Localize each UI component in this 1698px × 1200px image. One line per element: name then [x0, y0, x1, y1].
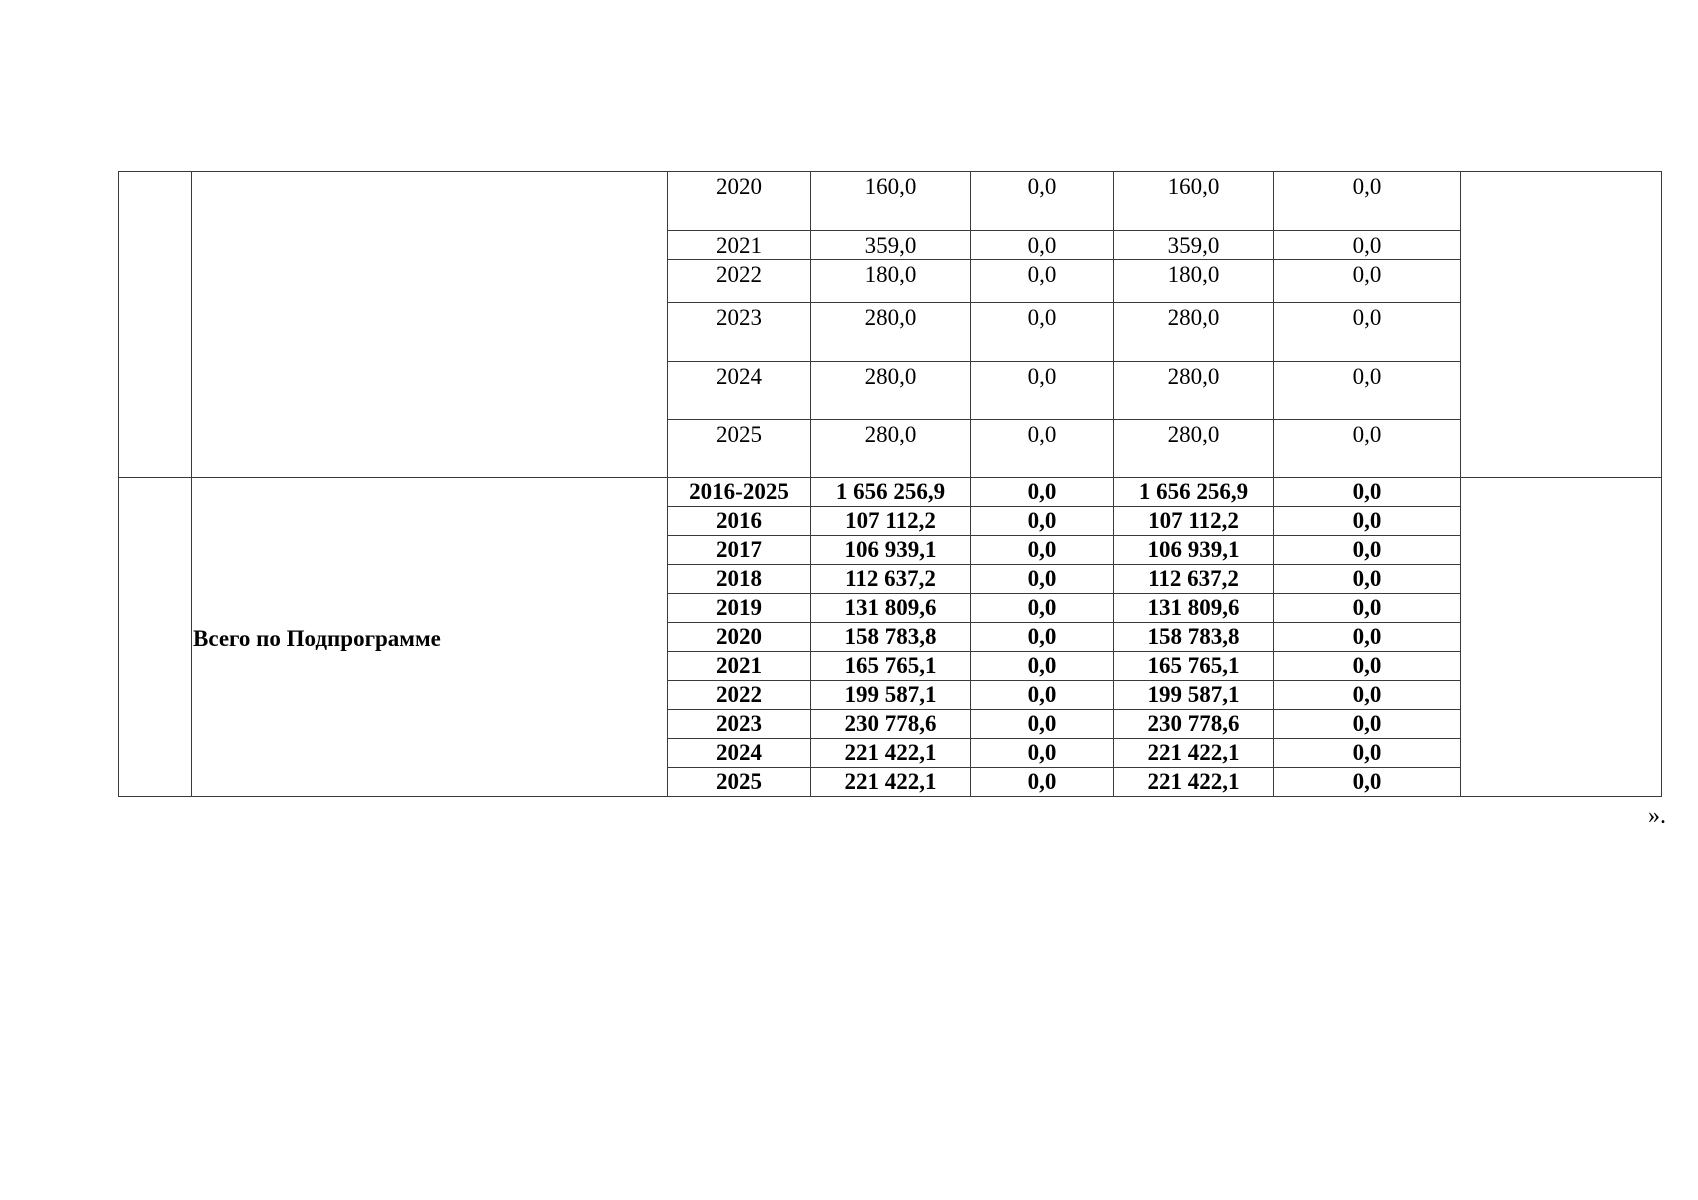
row-number-cell — [119, 478, 192, 797]
value-cell-3: 0,0 — [971, 172, 1114, 231]
total-cell: 107 112,2 — [811, 507, 971, 536]
year-cell: 2021 — [668, 231, 811, 260]
year-cell: 2020 — [668, 172, 811, 231]
value-cell-3: 0,0 — [971, 681, 1114, 710]
value-cell-4: 199 587,1 — [1114, 681, 1274, 710]
total-cell: 1 656 256,9 — [811, 478, 971, 507]
total-block — [119, 478, 1662, 797]
year-cell: 2021 — [668, 652, 811, 681]
year-cell: 2016-2025 — [668, 478, 811, 507]
value-cell-4: 131 809,6 — [1114, 594, 1274, 623]
value-cell-3: 0,0 — [971, 260, 1114, 303]
table-row — [119, 478, 1662, 507]
value-cell-4: 165 765,1 — [1114, 652, 1274, 681]
total-cell: 106 939,1 — [811, 536, 971, 565]
value-cell-3: 0,0 — [971, 710, 1114, 739]
funding-table — [118, 171, 1662, 797]
value-cell-3: 0,0 — [971, 478, 1114, 507]
table-row — [119, 172, 1662, 231]
total-cell: 221 422,1 — [811, 768, 971, 797]
value-cell-5: 0,0 — [1274, 231, 1461, 260]
value-cell-3: 0,0 — [971, 231, 1114, 260]
value-cell-5: 0,0 — [1274, 623, 1461, 652]
value-cell-5: 0,0 — [1274, 652, 1461, 681]
total-cell: 131 809,6 — [811, 594, 971, 623]
year-cell: 2025 — [668, 768, 811, 797]
year-cell: 2022 — [668, 260, 811, 303]
total-label: Всего по Подпрограмме — [192, 478, 668, 797]
upper-block — [119, 172, 1662, 478]
total-cell: 359,0 — [811, 231, 971, 260]
year-cell: 2019 — [668, 594, 811, 623]
total-cell: 280,0 — [811, 362, 971, 420]
value-cell-5: 0,0 — [1274, 478, 1461, 507]
value-cell-4: 230 778,6 — [1114, 710, 1274, 739]
year-cell: 2022 — [668, 681, 811, 710]
value-cell-4: 359,0 — [1114, 231, 1274, 260]
value-cell-3: 0,0 — [971, 362, 1114, 420]
value-cell-3: 0,0 — [971, 565, 1114, 594]
value-cell-5: 0,0 — [1274, 739, 1461, 768]
value-cell-4: 221 422,1 — [1114, 739, 1274, 768]
value-cell-4: 1 656 256,9 — [1114, 478, 1274, 507]
note-cell — [1461, 172, 1662, 478]
total-cell: 158 783,8 — [811, 623, 971, 652]
year-cell: 2016 — [668, 507, 811, 536]
total-cell: 180,0 — [811, 260, 971, 303]
closing-quote-mark: ». — [1648, 803, 1666, 829]
value-cell-5: 0,0 — [1274, 260, 1461, 303]
row-name-cell — [192, 172, 668, 478]
value-cell-5: 0,0 — [1274, 565, 1461, 594]
value-cell-4: 107 112,2 — [1114, 507, 1274, 536]
value-cell-3: 0,0 — [971, 507, 1114, 536]
year-cell: 2020 — [668, 623, 811, 652]
note-cell — [1461, 478, 1662, 797]
value-cell-4: 280,0 — [1114, 420, 1274, 478]
total-cell: 280,0 — [811, 420, 971, 478]
total-cell: 112 637,2 — [811, 565, 971, 594]
year-cell: 2025 — [668, 420, 811, 478]
value-cell-5: 0,0 — [1274, 710, 1461, 739]
year-cell: 2023 — [668, 710, 811, 739]
total-cell: 230 778,6 — [811, 710, 971, 739]
value-cell-4: 160,0 — [1114, 172, 1274, 231]
year-cell: 2024 — [668, 739, 811, 768]
value-cell-5: 0,0 — [1274, 768, 1461, 797]
total-cell: 165 765,1 — [811, 652, 971, 681]
value-cell-5: 0,0 — [1274, 681, 1461, 710]
value-cell-3: 0,0 — [971, 652, 1114, 681]
value-cell-3: 0,0 — [971, 594, 1114, 623]
total-cell: 221 422,1 — [811, 739, 971, 768]
row-number-cell — [119, 172, 192, 478]
value-cell-5: 0,0 — [1274, 303, 1461, 362]
value-cell-4: 158 783,8 — [1114, 623, 1274, 652]
value-cell-3: 0,0 — [971, 768, 1114, 797]
value-cell-4: 221 422,1 — [1114, 768, 1274, 797]
value-cell-3: 0,0 — [971, 303, 1114, 362]
value-cell-4: 280,0 — [1114, 362, 1274, 420]
value-cell-3: 0,0 — [971, 739, 1114, 768]
value-cell-4: 112 637,2 — [1114, 565, 1274, 594]
value-cell-4: 280,0 — [1114, 303, 1274, 362]
value-cell-5: 0,0 — [1274, 507, 1461, 536]
value-cell-5: 0,0 — [1274, 420, 1461, 478]
value-cell-5: 0,0 — [1274, 594, 1461, 623]
value-cell-5: 0,0 — [1274, 172, 1461, 231]
value-cell-3: 0,0 — [971, 420, 1114, 478]
total-cell: 280,0 — [811, 303, 971, 362]
year-cell: 2023 — [668, 303, 811, 362]
year-cell: 2024 — [668, 362, 811, 420]
year-cell: 2017 — [668, 536, 811, 565]
value-cell-4: 180,0 — [1114, 260, 1274, 303]
value-cell-3: 0,0 — [971, 536, 1114, 565]
value-cell-5: 0,0 — [1274, 362, 1461, 420]
total-cell: 160,0 — [811, 172, 971, 231]
value-cell-3: 0,0 — [971, 623, 1114, 652]
value-cell-4: 106 939,1 — [1114, 536, 1274, 565]
value-cell-5: 0,0 — [1274, 536, 1461, 565]
total-cell: 199 587,1 — [811, 681, 971, 710]
year-cell: 2018 — [668, 565, 811, 594]
